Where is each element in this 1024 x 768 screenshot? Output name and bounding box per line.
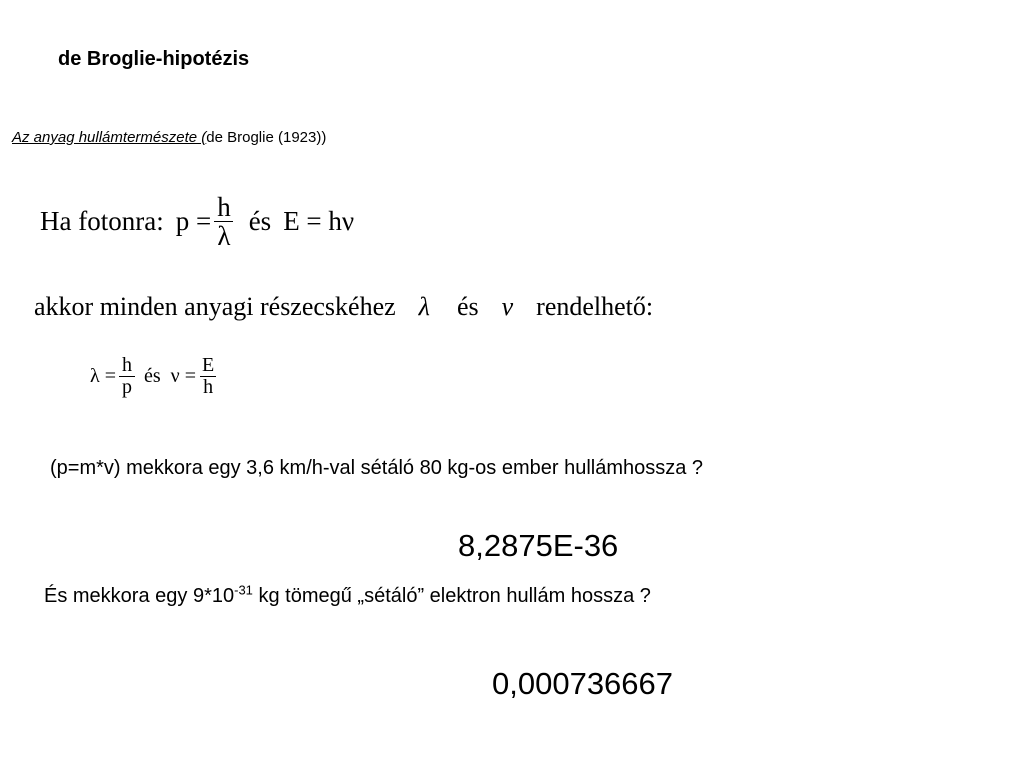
subtitle bbox=[12, 129, 326, 146]
e-over-h-fraction bbox=[199, 355, 217, 398]
page-title: de Broglie-hipotézis bbox=[58, 48, 250, 70]
lambda-symbol: λ bbox=[418, 292, 430, 321]
statement-text-start: akkor minden anyagi részecskéhez bbox=[34, 292, 396, 321]
subtitle-lead: Az anyag hullámtermészete ( bbox=[12, 129, 207, 146]
photon-equation bbox=[40, 193, 354, 251]
question-electron-before: És mekkora egy 9*10 bbox=[44, 585, 235, 607]
statement-es: és bbox=[456, 292, 479, 321]
lambda-lhs: λ = bbox=[90, 365, 116, 387]
question-electron bbox=[44, 582, 651, 608]
photon-prefix: Ha fotonra: bbox=[40, 206, 164, 237]
fraction-numerator: h bbox=[217, 192, 231, 222]
matter-wave-equations bbox=[90, 355, 220, 398]
nu-lhs: ν = bbox=[170, 365, 196, 387]
matter-statement bbox=[34, 292, 653, 322]
answer-walking-person: 8,2875E-36 bbox=[458, 528, 619, 563]
conjunction-es: és bbox=[248, 206, 272, 237]
fraction-numerator: E bbox=[201, 354, 215, 376]
energy-equation: E = hν bbox=[283, 206, 355, 237]
momentum-lhs: p = bbox=[175, 206, 212, 237]
h-over-lambda-fraction bbox=[214, 193, 234, 251]
statement-text-end: rendelhető: bbox=[536, 292, 654, 321]
question-walking-person: (p=m*v) mekkora egy 3,6 km/h-val sétáló 80 kg-os ember hullámhossza ? bbox=[50, 457, 704, 479]
h-over-p-fraction bbox=[119, 355, 135, 398]
answer-electron: 0,000736667 bbox=[492, 666, 674, 701]
fraction-denominator: λ bbox=[214, 221, 233, 250]
conjunction-es: és bbox=[143, 365, 161, 387]
fraction-denominator: p bbox=[119, 376, 135, 398]
fraction-denominator: h bbox=[200, 376, 216, 398]
nu-symbol: ν bbox=[501, 292, 514, 321]
subtitle-rest: de Broglie (1923)) bbox=[206, 129, 327, 146]
fraction-numerator: h bbox=[121, 354, 132, 376]
exponent: -31 bbox=[234, 582, 253, 598]
question-electron-after: kg tömegű „sétáló” elektron hullám hossza ? bbox=[252, 585, 651, 607]
